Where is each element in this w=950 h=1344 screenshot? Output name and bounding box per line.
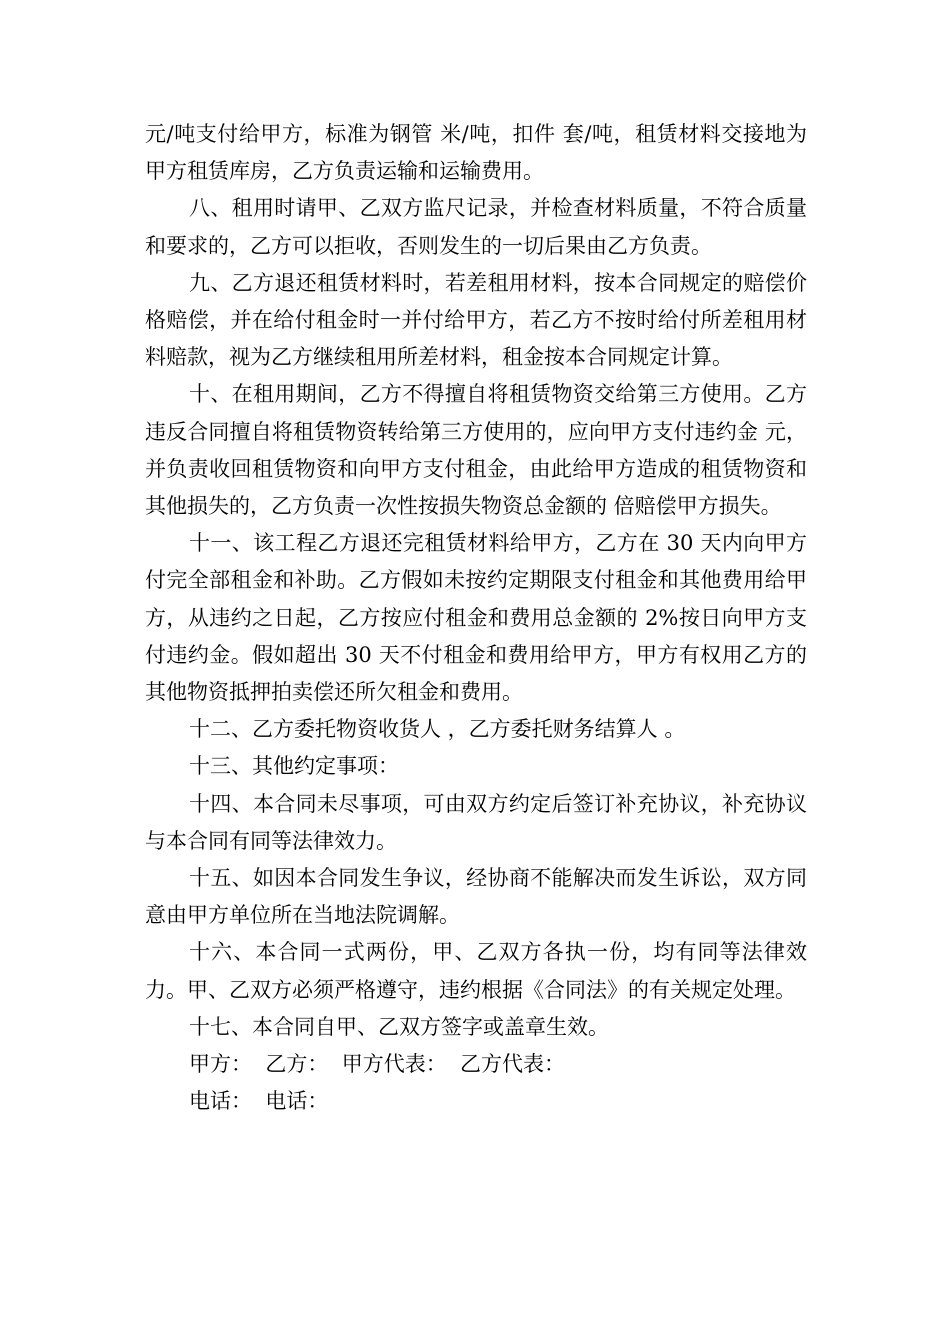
clause-11: 十一、该工程乙方退还完租赁材料给甲方，乙方在 30 天内向甲方付完全部租金和补助。乙方假如未按约定期限支付租金和其他费用给甲方，从违约之日起，乙方按应付租金和费用总金额的 2%按日向甲方支付违约金。假如超出 30 天不付租金和费用给甲方，甲方有权用乙方的其他物资抵押拍卖偿还所欠租金和费用。 [145,531,807,705]
contract-body [145,116,807,1120]
paragraph-continuation: 元/吨支付给甲方，标准为钢管 米/吨，扣件 套/吨，租赁材料交接地为甲方租赁库房，乙方负责运输和运输费用。 [145,122,807,184]
clause-9: 九、乙方退还租赁材料时，若差租用材料，按本合同规定的赔偿价格赔偿，并在给付租金时一并付给甲方，若乙方不按时给付所差租用材料赔款，视为乙方继续租用所差材料，租金按本合同规定计算。 [145,270,807,370]
clause-17: 十七、本合同自甲、乙双方签字或盖章生效。 [189,1014,609,1039]
clause-14: 十四、本合同未尽事项，可由双方约定后签订补充协议，补充协议与本合同有同等法律效力。 [145,791,807,853]
clause-13: 十三、其他约定事项： [189,754,399,779]
signature-phone-line: 电话： 电话： [189,1089,329,1114]
clause-8: 八、租用时请甲、乙双方监尺记录，并检查材料质量，不符合质量和要求的，乙方可以拒收，否则发生的一切后果由乙方负责。 [145,196,807,258]
clause-12: 十二、乙方委托物资收货人 ，乙方委托财务结算人 。 [189,717,686,742]
clause-16: 十六、本合同一式两份，甲、乙双方各执一份，均有同等法律效力。甲、乙双方必须严格遵守，违约根据《合同法》的有关规定处理。 [145,940,807,1002]
signature-parties-line: 甲方： 乙方： 甲方代表： 乙方代表： [189,1052,566,1077]
clause-10: 十、在租用期间，乙方不得擅自将租赁物资交给第三方使用。乙方违反合同擅自将租赁物资转给第三方使用的，应向甲方支付违约金 元，并负责收回租赁物资和向甲方支付租金，由此给甲方造成的租赁物资和其他损失的，乙方负责一次性按损失物资总金额的 倍赔偿甲方损失。 [145,382,807,519]
clause-15: 十五、如因本合同发生争议，经协商不能解决而发生诉讼，双方同意由甲方单位所在当地法院调解。 [145,866,807,928]
